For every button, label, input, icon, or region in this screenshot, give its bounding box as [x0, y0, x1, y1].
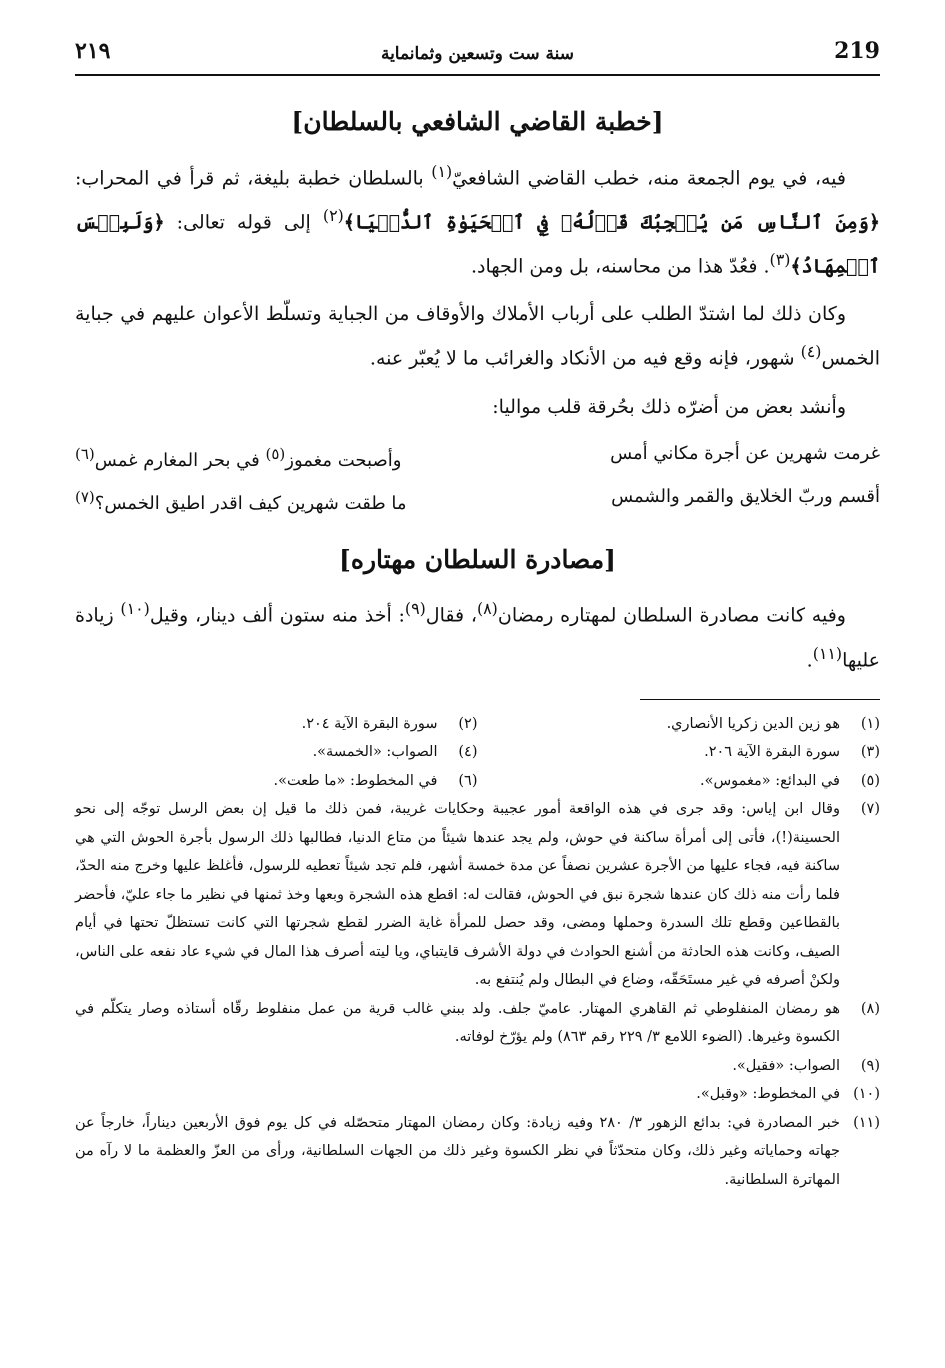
footnote-5 — [478, 767, 881, 796]
text-run: فيه، في يوم الجمعة منه، خطب القاضي الشافعيّ — [452, 166, 846, 189]
paragraph-poem-intro: وأنشد بعض من أضرّه ذلك بحُرقة قلب مواليا: — [492, 395, 846, 418]
section-heading-khutba: [خطبة القاضي الشافعي بالسلطان] — [291, 107, 664, 136]
hemistich-first: غرمت شهرين عن أجرة مكاني أمس — [610, 442, 880, 464]
footnote-number: (٢) — [458, 715, 478, 732]
footnote-text: في المخطوط: «ما طعت». — [273, 772, 438, 789]
text-run: وأصبحت مغموز — [285, 449, 402, 471]
footnote-number: (٥) — [860, 772, 880, 789]
footnote-8 — [75, 995, 880, 1052]
footnote-11 — [75, 1109, 880, 1195]
footnote-text: خبر المصادرة في: بدائع الزهور ٣/ ٢٨٠ وفيه زيادة: وكان رمضان المهتار متحصّله في كل يوم فوق الأربعين ديناراً، خارجاً عن جهاته وحماياته وغير ذلك، وكان متحدّثاً في نظر الكسوة وغير ذلك من الجهات السلطانية، ورأى من العزّ والعظمة ما لا رآه من المهاترة السلطانية. — [75, 1114, 840, 1188]
footnote-number: (١٠) — [853, 1086, 880, 1103]
quran-verse-1: ﴿وَمِنَ ٱلنَّاسِ مَن يُعۡجِبُكَ قَوۡلُهُۥ فِي ٱلۡحَيَوٰةِ ٱلدُّنۡيَا﴾ — [343, 211, 880, 234]
footnote-pair-row — [75, 767, 880, 796]
quran-verse-2: ﴿وَلَبِئۡسَ ٱلۡمِهَادُ﴾ — [75, 211, 880, 278]
footnote-pair-row — [75, 710, 880, 739]
note-ref-11: (١١) — [812, 643, 843, 663]
text-run: بالسلطان خطبة بليغة، ثم قرأ في المحراب: — [75, 166, 432, 189]
footnote-4 — [75, 738, 478, 767]
text-run: : أخذ منه ستون ألف دينار، وقيل — [149, 604, 405, 627]
hemistich-second — [75, 479, 407, 522]
note-ref-7: (٧) — [75, 487, 95, 506]
paragraph-musadara — [75, 590, 880, 679]
note-ref-9: (٩) — [404, 599, 426, 619]
text-run: . فعُدّ هذا من محاسنه، بل ومن الجهاد. — [470, 255, 770, 278]
footnote-number: (٨) — [860, 1000, 880, 1017]
footnote-text: وقال ابن إياس: وقد جرى في هذه الواقعة أمور عجيبة وحكايات غريبة، فمن ذلك ما قيل إن بعض الرسل توجّه إلى نحو الحسينة(!)، فأتى إلى أمرأة ساكنة في حوش، ولم يجد عندها شيئاً من متاع الدنيا، فطالبها ذلك الرسول بأجرة الحوش التي هي ساكنة فيه، فجاء عليها من الأجرة عشرين نصفاً عن مدة خمسة أشهر، فلم تجد شيئاً تعطيه للرسول، فأغلظ عليها وخرج منه الحدّ، فلما رأت منه ذلك كان عندها شجرة نبق في الحوش، فقالت له: اقطع هذه الشجرة وبعها وخذ ثمنها في نظير ما جاء عليّ، فأحضر بالقطاعين وقطع تلك السدرة وحملها ومضى، وقد حصل للمرأة غاية الضرر لقطع شجرتها التي كانت تستظلّ تحتها في أيام الصيف، وكانت هذه الحادثة من أشنع الحوادث في دولة الأشرف قايتباي، ويا ليته أصرف هذا المال في شيء عاد نفعه على الناس، ولكنْ أصرفه في غير مستَحَقّه، وضاع في البطال ولم يُنتفع به. — [75, 801, 840, 989]
text-run: وكان ذلك لما اشتدّ الطلب على أرباب الأملاك والأوقاف من الجباية وتسلّط الأعوان عليهم في جباية الخمس — [75, 303, 880, 370]
text-run: شهور، فإنه وقع فيه من الأنكاد والغرائب ما لا يُعبّر عنه. — [369, 347, 801, 370]
footnote-text: الصواب: «الخمسة». — [312, 744, 438, 761]
note-ref-4: (٤) — [800, 342, 822, 362]
footnote-10 — [75, 1080, 880, 1109]
text-run: زيادة عليها — [75, 604, 880, 671]
note-ref-10: (١٠) — [120, 599, 150, 619]
footnote-text: هو رمضان المنفلوطي ثم القاهري المهتار. عاميّ جلف. ولد ببني غالب قرية من عمل منفلوط رقّاه أستاذه وصار يتكلّم في الكسوة وغيرها. (الضوء اللامع ٣/ ٢٢٩ رقم ٨٦٣) ولم يؤرّخ لوفاته. — [75, 1000, 840, 1046]
footnotes — [75, 710, 880, 1195]
note-ref-6: (٦) — [75, 444, 95, 463]
footnote-number: (٩) — [860, 1057, 880, 1074]
note-ref-2: (٢) — [322, 205, 344, 225]
paragraph-jibaya — [75, 295, 880, 377]
header-rule — [75, 74, 880, 76]
footnote-text: سورة البقرة الآية ٢٠٦. — [704, 744, 840, 761]
text-run: وفيه كانت مصادرة السلطان لمهتاره رمضان — [497, 604, 846, 627]
note-ref-8: (٨) — [476, 599, 498, 619]
note-ref-3: (٣) — [769, 250, 791, 270]
text-run: ، فقال — [425, 604, 477, 627]
section-heading-musadara: [مصادرة السلطان مهتاره] — [339, 544, 616, 574]
footnote-pair-row — [75, 738, 880, 767]
page-number-latin: 219 — [834, 38, 880, 64]
footnote-separator — [640, 699, 880, 700]
footnote-1 — [478, 710, 881, 739]
poem-verse-1 — [75, 436, 880, 479]
footnote-7 — [75, 795, 880, 995]
footnote-number: (١) — [860, 715, 880, 732]
footnote-number: (٣) — [860, 744, 880, 761]
footnote-text: في المخطوط: «وقبل». — [696, 1086, 840, 1103]
mawaliya-poem — [75, 436, 880, 522]
note-ref-5: (٥) — [265, 444, 286, 463]
footnote-number: (٤) — [458, 744, 478, 761]
text-run: في بحر المغارم غمس — [94, 449, 266, 471]
book-page — [75, 38, 880, 1194]
footnote-text: هو زين الدين زكريا الأنصاري. — [666, 715, 840, 732]
footnote-text: في البدائع: «مغموس». — [699, 772, 840, 789]
footnote-3 — [478, 738, 881, 767]
poem-verse-2 — [75, 479, 880, 522]
footnote-text: الصواب: «فقيل». — [732, 1057, 840, 1074]
hemistich-second — [75, 436, 401, 479]
footnote-number: (٧) — [860, 801, 880, 818]
footnote-number: (٦) — [458, 772, 478, 789]
hemistich-first: أقسم وربّ الخلايق والقمر والشمس — [611, 485, 880, 507]
running-header — [75, 38, 880, 78]
page-number-arabic: ٢١٩ — [75, 38, 111, 64]
text-run: . — [806, 648, 813, 671]
note-ref-1: (١) — [431, 161, 453, 181]
text-run: ما طقت شهرين كيف اقدر اطيق الخمس؟ — [94, 492, 407, 514]
running-title: سنة ست وتسعين وثمانماية — [380, 44, 575, 64]
paragraph-khutba — [75, 153, 880, 286]
footnote-text: سورة البقرة الآية ٢٠٤. — [301, 715, 438, 732]
footnote-2 — [75, 710, 478, 739]
footnote-6 — [75, 767, 478, 796]
text-run: إلى قوله تعالى: — [164, 211, 323, 234]
footnote-number: (١١) — [853, 1114, 880, 1131]
footnote-9 — [75, 1052, 880, 1081]
